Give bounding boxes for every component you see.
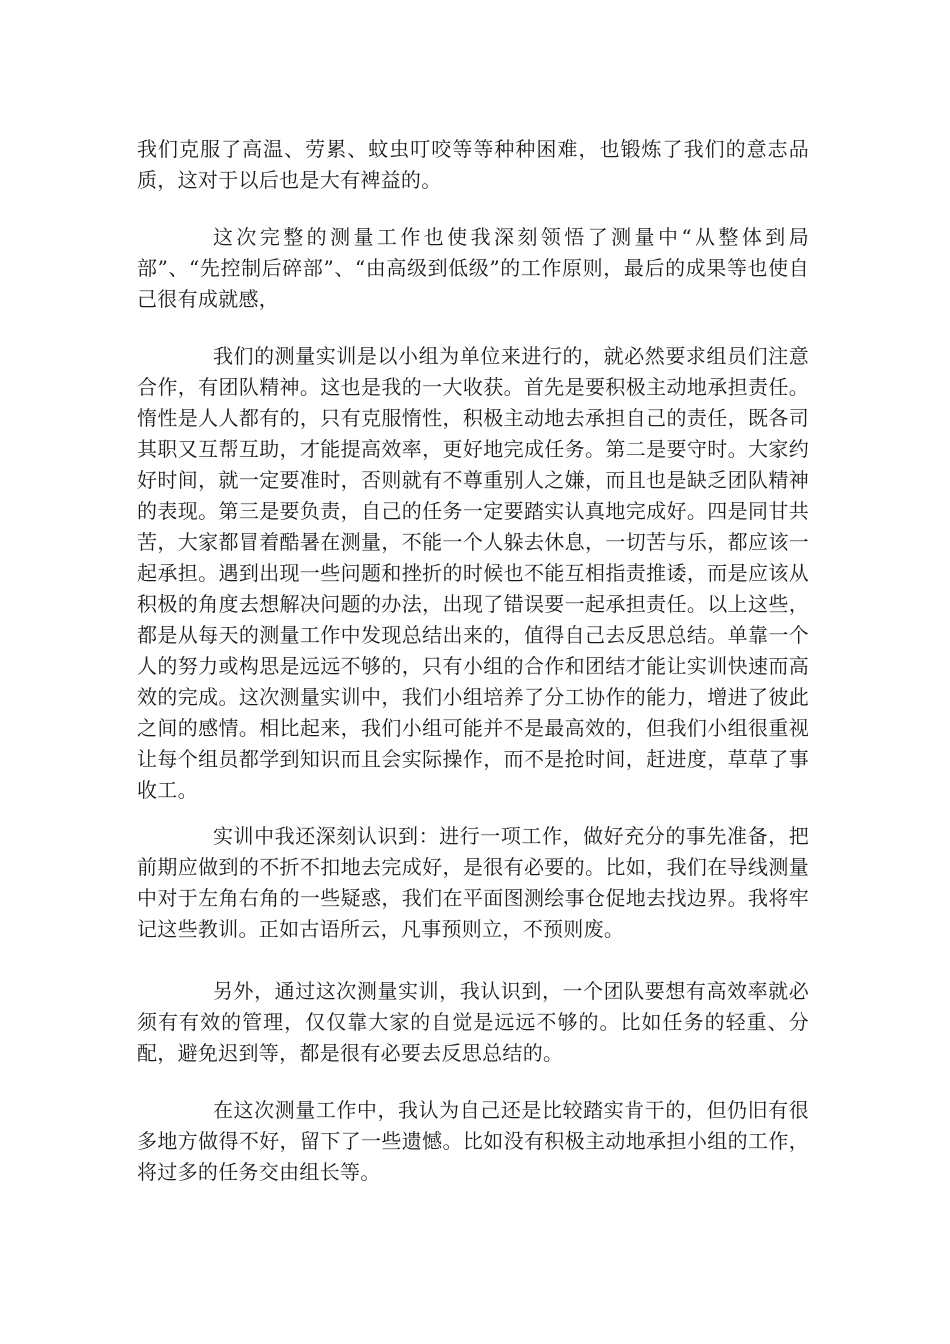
paragraph-3: 我们的测量实训是以小组为单位来进行的，就必然要求组员们注意合作，有团队精神。这也是我的一大收获。首先是要积极主动地承担责任。惰性是人人都有的，只有克服惰性，积极主动地去承担自己的责任，既各司其职又互帮互助，才能提高效率，更好地完成任务。第二是要守时。大家约好时间，就一定要准时，否则就有不尊重别人之嫌，而且也是缺乏团队精神的表现。第三是要负责，自己的任务一定要踏实认真地完成好。四是同甘共苦，大家都冒着酷暑在测量，不能一个人躲去休息，一切苦与乐，都应该一起承担。遇到出现一些问题和挫折的时候也不能互相指责推诿，而是应该从积极的角度去想解决问题的办法，出现了错误要一起承担责任。以上这些，都是从每天的测量工作中发现总结出来的，值得自己去反思总结。单靠一个人的努力或构思是远远不够的，只有小组的合作和团结才能让实训快速而高效的完成。这次测量实训中，我们小组培养了分工协作的能力，增进了彼此之间的感情。相比起来，我们小组可能并不是最高效的，但我们小组很重视让每个组员都学到知识而且会实际操作，而不是抢时间，赶进度，草草了事收工。 <box>137 344 809 802</box>
paragraph-1: 我们克服了高温、劳累、蚊虫叮咬等等种种困难，也锻炼了我们的意志品质，这对于以后也是大有裨益的。 <box>137 137 809 192</box>
paragraph-5: 另外，通过这次测量实训，我认识到，一个团队要想有高效率就必须有有效的管理，仅仅靠大家的自觉是远远不够的。比如任务的轻重、分配，避免迟到等，都是很有必要去反思总结的。 <box>137 979 809 1065</box>
paragraph-2: 这次完整的测量工作也使我深刻领悟了测量中“从整体到局部”、“先控制后碎部”、“由高级到低级”的工作原则，最后的成果等也使自己很有成就感， <box>137 225 809 311</box>
paragraph-6: 在这次测量工作中，我认为自己还是比较踏实肯干的，但仍旧有很多地方做得不好，留下了一些遗憾。比如没有积极主动地承担小组的工作，将过多的任务交由组长等。 <box>137 1098 809 1184</box>
paragraph-4: 实训中我还深刻认识到：进行一项工作，做好充分的事先准备，把前期应做到的不折不扣地去完成好，是很有必要的。比如，我们在导线测量中对于左角右角的一些疑惑，我们在平面图测绘事仓促地去找边界。我将牢记这些教训。正如古语所云，凡事预则立，不预则废。 <box>137 824 809 941</box>
